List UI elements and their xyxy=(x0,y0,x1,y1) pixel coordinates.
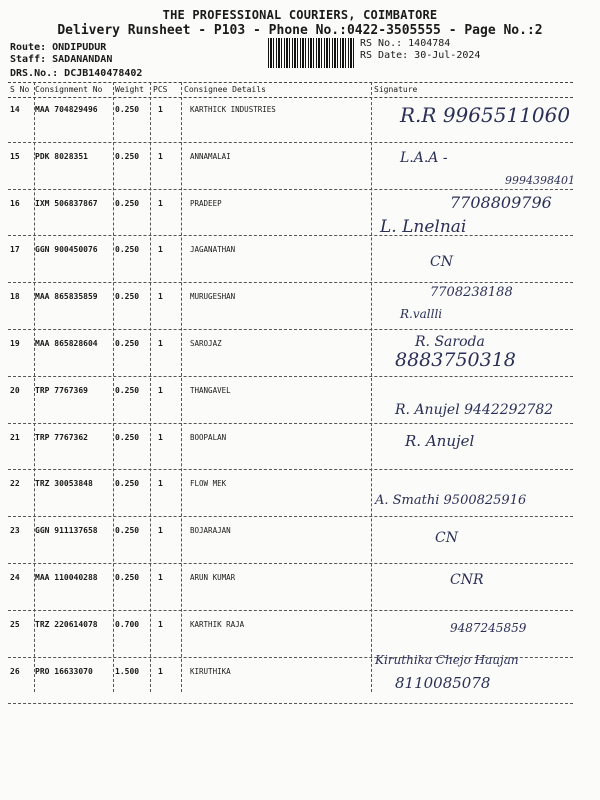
consignment-cell: PRO 16633070 xyxy=(35,666,93,676)
consignee-cell: ANNAMALAI xyxy=(190,151,231,161)
sno-cell: 21 xyxy=(10,432,20,442)
pcs-cell: 1 xyxy=(158,385,163,395)
pcs-cell: 1 xyxy=(158,245,163,255)
note-17: CN xyxy=(430,254,453,270)
phone-25: 9487245859 xyxy=(450,621,527,635)
consignment-cell: MAA 110040288 xyxy=(35,572,98,582)
rs-date: RS Date: 30-Jul-2024 xyxy=(360,50,481,61)
consignee-cell: JAGANATHAN xyxy=(190,245,236,255)
sno-cell: 20 xyxy=(10,385,20,395)
signature-area xyxy=(370,96,600,696)
route-label: Route: ONDIPUDUR xyxy=(10,42,107,53)
route-block xyxy=(10,42,142,80)
consignee-cell: BOJARAJAN xyxy=(190,526,231,536)
weight-cell: 0.250 xyxy=(115,151,140,161)
pcs-cell: 1 xyxy=(158,432,163,442)
consignment-cell: TRP 7767362 xyxy=(35,432,88,442)
pcs-cell: 1 xyxy=(158,338,163,348)
signature-20: R. Anujel 9442292782 xyxy=(395,402,554,418)
signature-14: R.R 9965511060 xyxy=(400,103,571,127)
weight-cell: 0.250 xyxy=(115,105,140,114)
pcs-cell: 1 xyxy=(158,105,163,114)
consignee-cell: THANGAVEL xyxy=(190,385,231,395)
consignee-cell: FLOW MEK xyxy=(190,479,227,489)
sno-cell: 16 xyxy=(10,198,20,208)
consignee-cell: KARTHICK INDUSTRIES xyxy=(190,105,276,114)
sno-cell: 22 xyxy=(10,479,20,489)
consignment-cell: MAA 704829496 xyxy=(35,105,98,114)
col-consignment: Consignment No xyxy=(35,85,103,94)
consignee-cell: ARUN KUMAR xyxy=(190,572,236,582)
sno-cell: 25 xyxy=(10,619,20,629)
consignment-cell: IXM 506837867 xyxy=(35,198,98,208)
pcs-cell: 1 xyxy=(158,151,163,161)
sno-cell: 24 xyxy=(10,572,20,582)
consignment-cell: PDK 8028351 xyxy=(35,151,88,161)
weight-cell: 0.250 xyxy=(115,292,140,302)
consignee-cell: PRADEEP xyxy=(190,198,222,208)
pcs-cell: 1 xyxy=(158,526,163,536)
weight-cell: 0.250 xyxy=(115,479,140,489)
pcs-cell: 1 xyxy=(158,479,163,489)
consignee-cell: BOOPALAN xyxy=(190,432,227,442)
sno-cell: 14 xyxy=(10,105,20,114)
consignment-cell: GGN 911137658 xyxy=(35,526,98,536)
col-consignee: Consignee Details xyxy=(184,85,266,94)
runsheet-subtitle: Delivery Runsheet - P103 - Phone No.:0422-3505555 - Page No.:2 xyxy=(57,23,543,38)
consignment-cell: MAA 865835859 xyxy=(35,292,98,302)
pcs-cell: 1 xyxy=(158,292,163,302)
weight-cell: 0.700 xyxy=(115,619,140,629)
note-24: CNR xyxy=(450,572,484,588)
note-23: CN xyxy=(435,530,458,546)
sno-cell: 17 xyxy=(10,245,20,255)
rs-block xyxy=(360,38,480,62)
col-weight: Weight xyxy=(115,85,144,94)
signature-19: R. Saroda xyxy=(415,334,485,350)
pcs-cell: 1 xyxy=(158,666,163,676)
pcs-cell: 1 xyxy=(158,572,163,582)
weight-cell: 1.500 xyxy=(115,666,140,676)
staff-label: Staff: SADANANDAN xyxy=(10,54,113,65)
weight-cell: 0.250 xyxy=(115,198,140,208)
consignee-cell: KARTHIK RAJA xyxy=(190,619,245,629)
barcode xyxy=(268,38,354,68)
weight-cell: 0.250 xyxy=(115,338,140,348)
consignment-cell: TRZ 30053848 xyxy=(35,479,93,489)
consignee-cell: MURUGESHAN xyxy=(190,292,236,302)
signature-16: L. Lnelnai xyxy=(380,217,467,237)
sno-cell: 19 xyxy=(10,338,20,348)
col-sno: S No xyxy=(10,85,30,94)
consignment-cell: TRZ 220614078 xyxy=(35,619,98,629)
signature-22: A. Smathi 9500825916 xyxy=(375,493,527,508)
phone-18: 7708238188 xyxy=(430,285,513,300)
sno-cell: 26 xyxy=(10,666,20,676)
phone-15: 9994398401 xyxy=(505,174,575,187)
pcs-cell: 1 xyxy=(158,619,163,629)
consignment-cell: TRP 7767369 xyxy=(35,385,88,395)
phone-19: 8883750318 xyxy=(395,349,516,371)
company-title: THE PROFESSIONAL COURIERS, COIMBATORE xyxy=(162,8,438,22)
signature-18: R.vallli xyxy=(400,307,443,321)
col-signature: Signature xyxy=(374,85,418,94)
sno-cell: 23 xyxy=(10,526,20,536)
signature-15: L.A.A - xyxy=(400,150,448,166)
phone-26: 8110085078 xyxy=(395,674,491,692)
consignee-cell: SAROJAZ xyxy=(190,338,222,348)
signature-26: Kiruthika Chejo Haujan xyxy=(375,653,519,667)
signature-21: R. Anujel xyxy=(405,432,475,450)
weight-cell: 0.250 xyxy=(115,572,140,582)
consignee-cell: KIRUTHIKA xyxy=(190,666,231,676)
rs-number: RS No.: 1404784 xyxy=(360,38,451,49)
phone-16: 7708809796 xyxy=(450,193,552,212)
col-pcs: PCS xyxy=(153,85,168,94)
sno-cell: 15 xyxy=(10,151,20,161)
drs-label: DRS.No.: DCJB140478402 xyxy=(10,68,143,79)
consignment-cell: MAA 865828604 xyxy=(35,338,98,348)
weight-cell: 0.250 xyxy=(115,245,140,255)
pcs-cell: 1 xyxy=(158,198,163,208)
weight-cell: 0.250 xyxy=(115,432,140,442)
weight-cell: 0.250 xyxy=(115,385,140,395)
weight-cell: 0.250 xyxy=(115,526,140,536)
sno-cell: 18 xyxy=(10,292,20,302)
consignment-cell: GGN 900450076 xyxy=(35,245,98,255)
